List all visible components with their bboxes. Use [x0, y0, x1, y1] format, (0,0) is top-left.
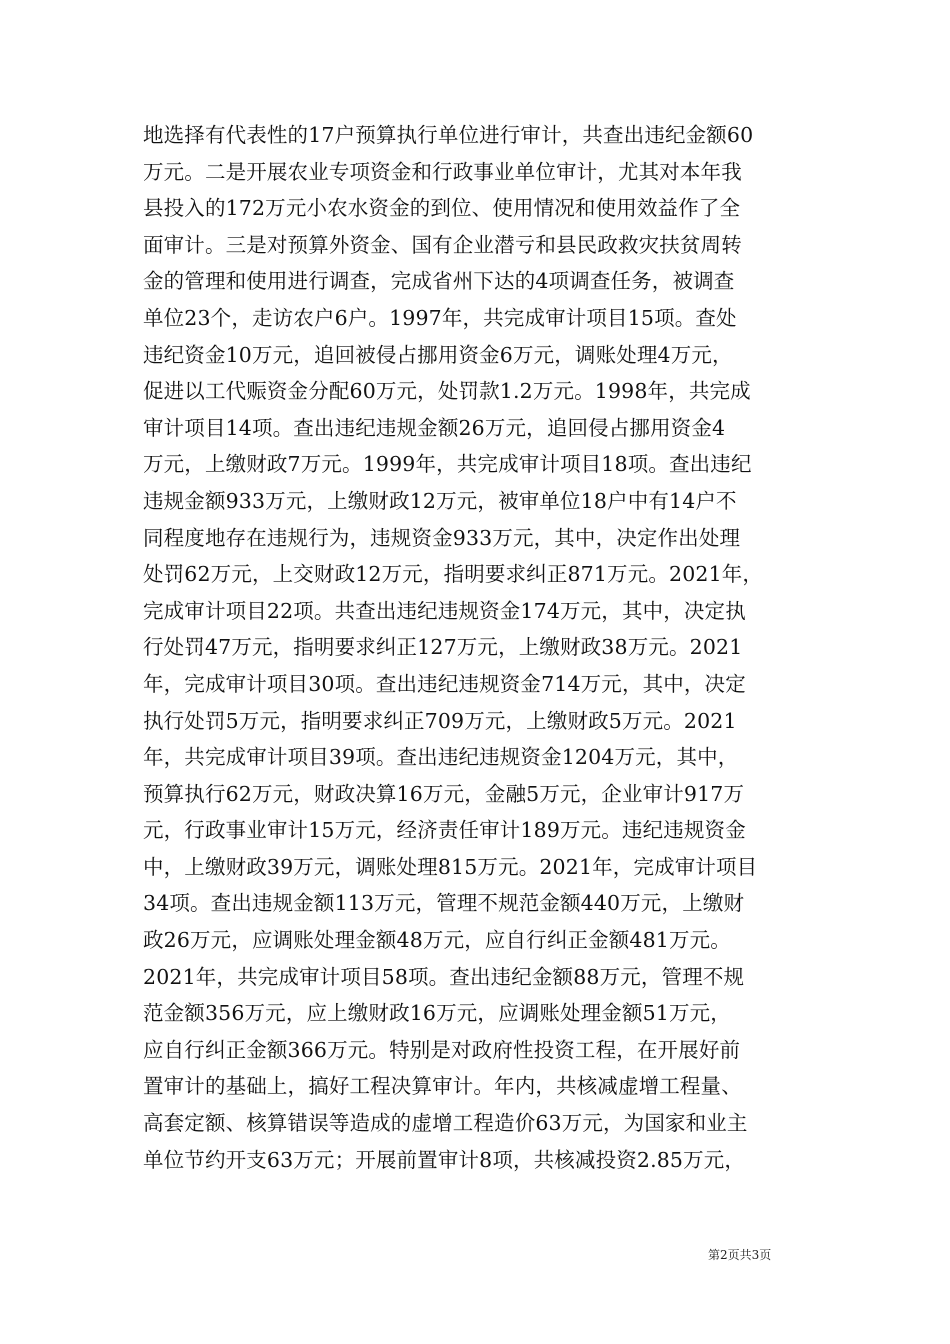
text-line: 地选择有代表性的17户预算执行单位进行审计，共查出违纪金额60: [143, 123, 754, 147]
page-number-footer: 第2页共3页: [708, 1248, 772, 1262]
text-line: 高套定额、核算错误等造成的虚增工程造价63万元，为国家和业主: [143, 1111, 748, 1136]
text-line: 单位节约开支63万元；开展前置审计8项，共核减投资2.85万元，: [143, 1147, 746, 1172]
text-line: 单位23个，走访农户6户。1997年，共完成审计项目15项。查处: [143, 305, 737, 330]
text-line: 元，行政事业审计15万元，经济责任审计189万元。违纪违规资金: [143, 818, 746, 843]
text-line: 中，上缴财政39万元，调账处理815万元。2021年，完成审计项目: [143, 854, 758, 879]
text-line: 34项。查出违规金额113万元，管理不规范金额440万元，上缴财: [143, 891, 745, 916]
text-line: 万元，上缴财政7万元。1999年，共完成审计项目18项。查出违纪: [143, 452, 752, 477]
body-text: [143, 117, 823, 1178]
text-line: 审计项目14项。查出违纪违规金额26万元，追回侵占挪用资金4: [143, 415, 726, 440]
text-line: 同程度地存在违规行为，违规资金933万元，其中，决定作出处理: [143, 525, 741, 550]
text-line: 完成审计项目22项。共查出违纪违规资金174万元，其中，决定执: [143, 598, 746, 623]
text-line: 县投入的172万元小农水资金的到位、使用情况和使用效益作了全: [143, 196, 741, 221]
text-line: 年，共完成审计项目39项。查出违纪违规资金1204万元，其中，: [143, 745, 739, 770]
text-line: 面审计。三是对预算外资金、国有企业潜亏和县民政救灾扶贫周转: [143, 232, 742, 257]
text-line: 金的管理和使用进行调查，完成省州下达的4项调查任务，被调查: [143, 269, 735, 294]
text-line: 范金额356万元，应上缴财政16万元，应调账处理金额51万元，: [143, 1001, 731, 1026]
text-line: 违纪资金10万元，追回被侵占挪用资金6万元，调账处理4万元，: [143, 342, 733, 367]
text-line: 万元。二是开展农业专项资金和行政事业单位审计，尤其对本年我: [143, 159, 742, 184]
text-line: 2021年，共完成审计项目58项。查出违纪金额88万元，管理不规: [143, 964, 745, 989]
text-line: 违规金额933万元，上缴财政12万元，被审单位18户中有14户不: [143, 488, 737, 513]
text-line: 执行处罚5万元，指明要求纠正709万元，上缴财政5万元。2021: [143, 708, 737, 733]
text-line: 置审计的基础上，搞好工程决算审计。年内，共核减虚增工程量、: [143, 1074, 742, 1099]
text-line: 政26万元，应调账处理金额48万元，应自行纠正金额481万元。: [143, 928, 731, 953]
text-line: 预算执行62万元，财政决算16万元，金融5万元，企业审计917万: [143, 781, 745, 806]
text-line: 促进以工代赈资金分配60万元，处罚款1.2万元。1998年，共完成: [143, 379, 751, 404]
text-line: 年，完成审计项目30项。查出违纪违规资金714万元，其中，决定: [143, 671, 746, 696]
text-line: 行处罚47万元，指明要求纠正127万元，上缴财政38万元。2021: [143, 635, 743, 660]
text-line: 应自行纠正金额366万元。特别是对政府性投资工程，在开展好前: [143, 1037, 741, 1062]
text-line: 处罚62万元，上交财政12万元，指明要求纠正871万元。2021年，: [143, 562, 764, 587]
